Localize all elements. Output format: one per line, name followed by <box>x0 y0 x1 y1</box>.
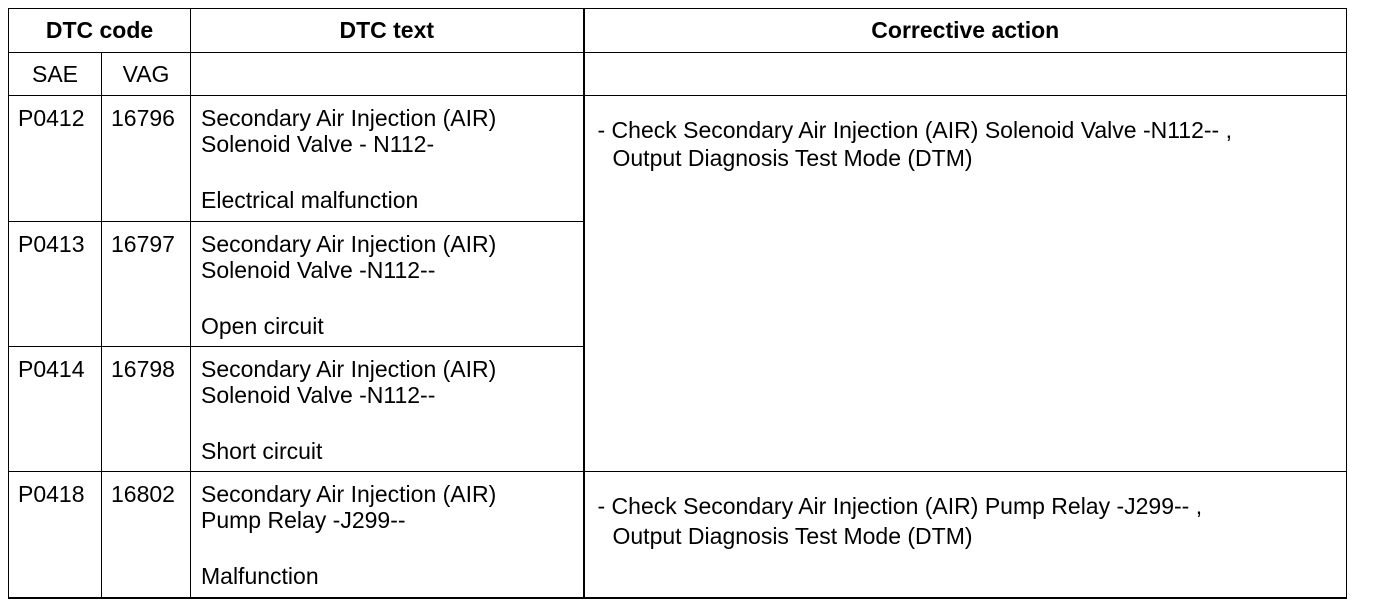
vag-code-cell: 16796 <box>102 96 191 222</box>
dtc-code-header: DTC code <box>9 9 191 53</box>
corrective-action-line: Output Diagnosis Test Mode (DTM) <box>612 523 973 549</box>
sae-code-cell: P0418 <box>9 472 102 598</box>
corrective-action-cell <box>584 472 1347 598</box>
sae-header: SAE <box>9 53 102 96</box>
table-row <box>9 96 1347 222</box>
dtc-fault-type: Open circuit <box>201 313 324 339</box>
corrective-action-cell <box>584 96 1347 472</box>
dtc-text-line: Solenoid Valve -N112-- <box>201 257 436 283</box>
corrective-action-header: Corrective action <box>584 9 1347 53</box>
dtc-text-line: Secondary Air Injection (AIR) <box>201 231 497 257</box>
vag-header: VAG <box>102 53 191 96</box>
sae-code-cell: P0413 <box>9 222 102 347</box>
dtc-text-cell <box>191 96 584 222</box>
dtc-text-line: Secondary Air Injection (AIR) <box>201 481 497 507</box>
table-row <box>9 472 1347 598</box>
corrective-action-line: - Check Secondary Air Injection (AIR) Pump Relay -J299-- , <box>597 493 1203 519</box>
header-row <box>9 9 1347 53</box>
dtc-text-line: Secondary Air Injection (AIR) <box>201 356 497 382</box>
sae-code-cell: P0412 <box>9 96 102 222</box>
vag-code-cell: 16802 <box>102 472 191 598</box>
dtc-text-cell <box>191 472 584 598</box>
vag-code-cell: 16798 <box>102 347 191 472</box>
sae-code-cell: P0414 <box>9 347 102 472</box>
dtc-text-cell <box>191 222 584 347</box>
dtc-text-header: DTC text <box>191 9 584 53</box>
subheader-row <box>9 53 1347 96</box>
dtc-fault-type: Electrical malfunction <box>201 187 419 213</box>
dtc-text-line: Solenoid Valve -N112-- <box>201 382 436 408</box>
empty-header-cell <box>584 53 1347 96</box>
corrective-action-line: Output Diagnosis Test Mode (DTM) <box>612 145 973 171</box>
corrective-action-line: - Check Secondary Air Injection (AIR) Solenoid Valve -N112-- , <box>597 117 1232 143</box>
dtc-text-line: Secondary Air Injection (AIR) <box>201 105 497 131</box>
dtc-table <box>8 8 1347 599</box>
vag-code-cell: 16797 <box>102 222 191 347</box>
dtc-fault-type: Malfunction <box>201 563 319 589</box>
dtc-fault-type: Short circuit <box>201 438 323 464</box>
dtc-text-cell <box>191 347 584 472</box>
dtc-text-line: Pump Relay -J299-- <box>201 507 406 533</box>
dtc-text-line: Solenoid Valve - N112- <box>201 131 435 157</box>
empty-header-cell <box>191 53 584 96</box>
